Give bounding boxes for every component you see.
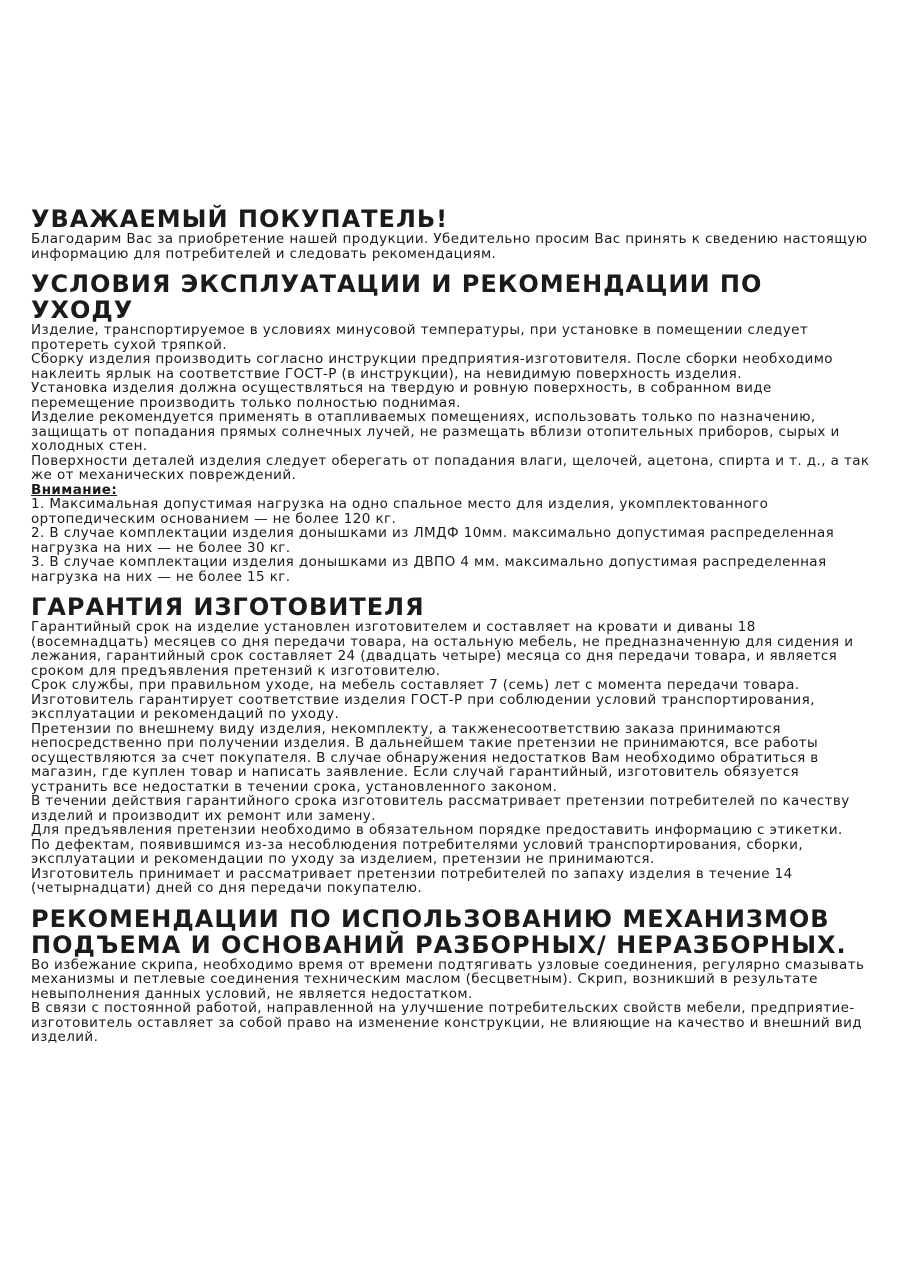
section-mechanisms xyxy=(31,906,873,1045)
section-care-conditions xyxy=(31,271,873,584)
warranty-paragraph: Гарантийный срок на изделие установлен изготовителем и составляет на кровати и диваны 18 (восемнадцать) месяцев со дня передачи товара, на остальную мебель, не предназначенную для сидения и лежания, гарантийный срок составляет 24 (двадцать четыре) месяца со дня передачи товара, и является сроком для предъявления претензий к изготовителю. xyxy=(31,619,854,679)
attention-item: 1. Максимальная допустимая нагрузка на одно спальное место для изделия, укомплектованного ортопедическим основанием — не более 120 кг. xyxy=(31,496,769,527)
care-paragraph: Изделие рекомендуется применять в отапливаемых помещениях, использовать только по назначению, защищать от попадания прямых солнечных лучей, не размещать вблизи отопительных приборов, сырых и холодных стен. xyxy=(31,409,840,454)
attention-item: 2. В случае комплектации изделия донышками из ЛМДФ 10мм. максимально допустимая распределенная нагрузка на них — не более 30 кг. xyxy=(31,525,835,556)
warranty-paragraph: Для предъявления претензии необходимо в обязательном порядке предоставить информацию с этикетки. xyxy=(31,822,843,838)
section-greeting xyxy=(31,206,873,261)
warranty-paragraph: Претензии по внешнему виду изделия, некомплекту, а такженесоответствию заказа принимаются непосредственно при получении изделия. В дальнейшем такие претензии не принимаются, все работы осуществляются за счет покупателя. В случае обнаружения недостатков Вам необходимо обратиться в магазин, где куплен товар и написать заявление. Если случай гарантийный, изготовитель обязуется устранить все недостатки в течении срока, установленного законом. xyxy=(31,720,819,795)
mechanisms-paragraph: В связи с постоянной работой, направленной на улучшение потребительских свойств мебели, предприятие-изготовитель оставляет за собой право на изменение конструкции, не влияющие на качество и внешний вид изделий. xyxy=(31,1000,863,1045)
care-paragraph: Установка изделия должна осуществляться на твердую и ровную поверхность, в собранном виде перемещение производить только полностью поднимая. xyxy=(31,380,772,411)
attention-label: Внимание: xyxy=(31,481,118,498)
greeting-paragraph: Благодарим Вас за приобретение нашей продукции. Убедительно просим Вас принять к сведению настоящую информацию для потребителей и следовать рекомендациям. xyxy=(31,231,868,262)
care-paragraph: Изделие, транспортируемое в условиях минусовой температуры, при установке в помещении следует протереть сухой тряпкой. xyxy=(31,322,809,353)
mechanisms-heading: РЕКОМЕНДАЦИИ ПО ИСПОЛЬЗОВАНИЮ МЕХАНИЗМОВ ПОДЪЕМА И ОСНОВАНИЙ РАЗБОРНЫХ/ НЕРАЗБОРНЫХ. xyxy=(31,904,847,959)
warranty-heading: ГАРАНТИЯ ИЗГОТОВИТЕЛЯ xyxy=(31,593,425,621)
warranty-paragraph: В течении действия гарантийного срока изготовитель рассматривает претензии потребителей по качеству изделий и производит их ремонт или замену. xyxy=(31,793,850,824)
warranty-paragraph: Срок службы, при правильном уходе, на мебель составляет 7 (семь) лет с момента передачи товара. xyxy=(31,677,800,693)
warranty-paragraph: Изготовитель гарантирует соответствие изделия ГОСТ-Р при соблюдении условий транспортирования, эксплуатации и рекомендаций по уходу. xyxy=(31,691,815,722)
attention-item: 3. В случае комплектации изделия донышками из ДВПО 4 мм. максимально допустимая распределенная нагрузка на них — не более 15 кг. xyxy=(31,554,827,585)
section-warranty xyxy=(31,594,873,896)
care-paragraph: Поверхности деталей изделия следует оберегать от попадания влаги, щелочей, ацетона, спирта и т. д., а так же от механических повреждений. xyxy=(31,452,870,483)
warranty-paragraph: По дефектам, появившимся из-за несоблюдения потребителями условий транспортирования, сборки, эксплуатации и рекомендации по уходу за изделием, претензии не принимаются. xyxy=(31,836,804,867)
warranty-paragraph: Изготовитель принимает и рассматривает претензии потребителей по запаху изделия в течение 14 (четырнадцати) дней со дня передачи покупателю. xyxy=(31,865,793,896)
care-paragraph: Сборку изделия производить согласно инструкции предприятия-изготовителя. После сборки необходимо наклеить ярлык на соответствие ГОСТ-Р (в инструкции), на невидимую поверхность изделия. xyxy=(31,351,833,382)
mechanisms-paragraph: Во избежание скрипа, необходимо время от времени подтягивать узловые соединения, регулярно смазывать механизмы и петлевые соединения техническим маслом (бесцветным). Скрип, возникший в результате невыполнения данных условий, не является недостатком. xyxy=(31,956,865,1002)
care-conditions-heading: УСЛОВИЯ ЭКСПЛУАТАЦИИ И РЕКОМЕНДАЦИИ ПО УХОДУ xyxy=(31,270,763,324)
greeting-heading: УВАЖАЕМЫЙ ПОКУПАТЕЛЬ! xyxy=(31,205,449,233)
